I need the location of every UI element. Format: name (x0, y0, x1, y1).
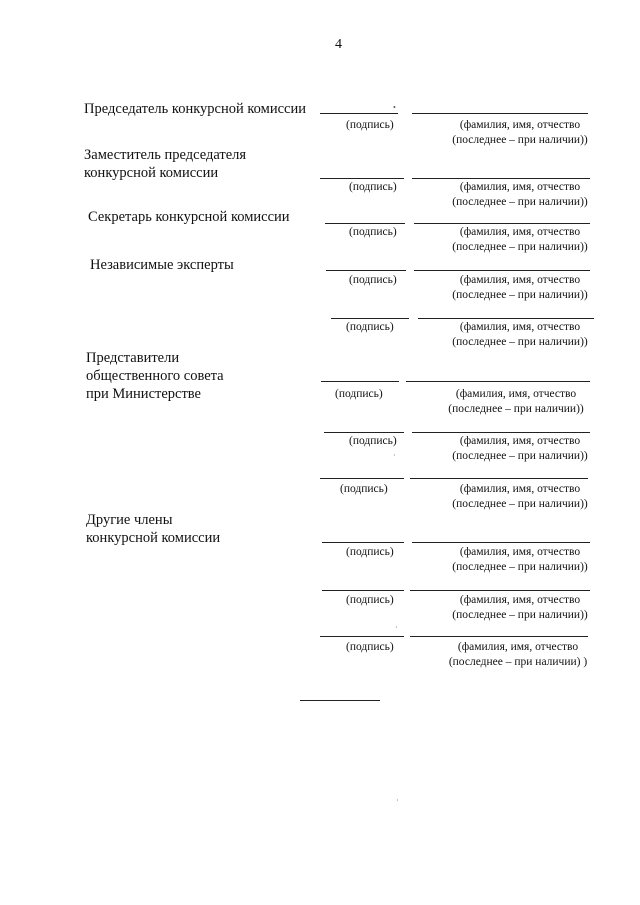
name-caption (436, 640, 600, 670)
signature-caption: (подпись) (349, 435, 397, 447)
name-caption-line-2: (последнее – при наличии) ) (448, 656, 588, 668)
role-line: Заместитель председателя (84, 147, 247, 163)
name-caption-line-1: (фамилия, имя, отчество (459, 274, 581, 286)
role-line: конкурсной комиссии (86, 530, 221, 546)
name-line (412, 432, 590, 433)
signature-caption: (подпись) (335, 388, 383, 400)
role-line: Другие члены (86, 512, 173, 528)
name-line (412, 542, 590, 543)
name-line (412, 178, 590, 179)
name-caption-line-2: (последнее – при наличии)) (452, 196, 588, 208)
role-chairman: Председатель конкурсной комиссии (84, 101, 306, 117)
name-caption-line-2: (последнее – при наличии)) (452, 289, 588, 301)
name-caption (440, 320, 600, 350)
name-line (406, 381, 590, 382)
name-caption (440, 434, 600, 464)
name-line (410, 478, 588, 479)
signature-line (322, 590, 404, 591)
name-line (410, 590, 590, 591)
name-caption-line-2: (последнее – при наличии)) (452, 450, 588, 462)
name-caption-line-1: (фамилия, имя, отчество (459, 226, 581, 238)
name-caption-line-1: (фамилия, имя, отчество (459, 546, 581, 558)
signature-line (320, 636, 404, 637)
name-line (418, 318, 594, 319)
closing-rule (300, 700, 380, 701)
name-caption-line-1: (фамилия, имя, отчество (459, 483, 581, 495)
name-caption-line-2: (последнее – при наличии)) (452, 336, 588, 348)
name-caption (440, 273, 600, 303)
name-caption-line-1: (фамилия, имя, отчество (457, 641, 579, 653)
signature-caption: (подпись) (346, 119, 394, 131)
name-caption-line-2: (последнее – при наличии)) (452, 134, 588, 146)
name-caption-line-2: (последнее – при наличии)) (452, 241, 588, 253)
name-caption-line-2: (последнее – при наличии)) (452, 561, 588, 573)
name-line (414, 270, 590, 271)
name-caption-line-1: (фамилия, имя, отчество (459, 181, 581, 193)
role-deputy (84, 146, 246, 182)
role-line: Представители (86, 350, 180, 366)
role-line: общественного совета (86, 368, 224, 384)
signature-caption: (подпись) (349, 226, 397, 238)
scan-speck: · (395, 623, 398, 632)
name-caption-line-2: (последнее – при наличии)) (448, 403, 584, 415)
role-secretary: Секретарь конкурсной комиссии (88, 209, 290, 225)
name-line (412, 113, 588, 114)
role-other-members (86, 511, 220, 547)
signature-line (325, 223, 405, 224)
name-line (414, 223, 590, 224)
role-public-council (86, 349, 224, 403)
signature-caption: (подпись) (349, 181, 397, 193)
name-caption (440, 593, 600, 623)
role-independent-experts: Независимые эксперты (90, 257, 234, 273)
signature-line (322, 542, 404, 543)
role-line: при Министерстве (86, 386, 201, 402)
name-caption-line-2: (последнее – при наличии)) (452, 609, 588, 621)
scan-speck: · (396, 796, 399, 805)
signature-line (320, 113, 398, 114)
name-caption (440, 545, 600, 575)
signature-line (320, 478, 404, 479)
signature-line (326, 270, 406, 271)
name-caption-line-1: (фамилия, имя, отчество (459, 321, 581, 333)
name-caption-line-1: (фамилия, имя, отчество (459, 435, 581, 447)
signature-caption: (подпись) (346, 641, 394, 653)
scan-speck: · (393, 451, 396, 460)
signature-line (331, 318, 409, 319)
signature-line (320, 178, 404, 179)
name-line (410, 636, 588, 637)
name-caption-line-1: (фамилия, имя, отчество (459, 594, 581, 606)
name-caption (440, 118, 600, 148)
signature-caption: (подпись) (340, 483, 388, 495)
signature-caption: (подпись) (346, 594, 394, 606)
name-caption (440, 180, 600, 210)
name-caption (440, 482, 600, 512)
signature-caption: (подпись) (349, 274, 397, 286)
signature-caption: (подпись) (346, 546, 394, 558)
name-caption (440, 225, 600, 255)
name-caption-line-2: (последнее – при наличии)) (452, 498, 588, 510)
role-line: конкурсной комиссии (84, 165, 219, 181)
name-caption (432, 387, 600, 417)
signature-caption: (подпись) (346, 321, 394, 333)
signature-line (321, 381, 399, 382)
name-caption-line-1: (фамилия, имя, отчество (459, 119, 581, 131)
signature-line (324, 432, 404, 433)
scan-speck: • (393, 103, 396, 112)
page-number: 4 (335, 37, 342, 52)
name-caption-line-1: (фамилия, имя, отчество (455, 388, 577, 400)
